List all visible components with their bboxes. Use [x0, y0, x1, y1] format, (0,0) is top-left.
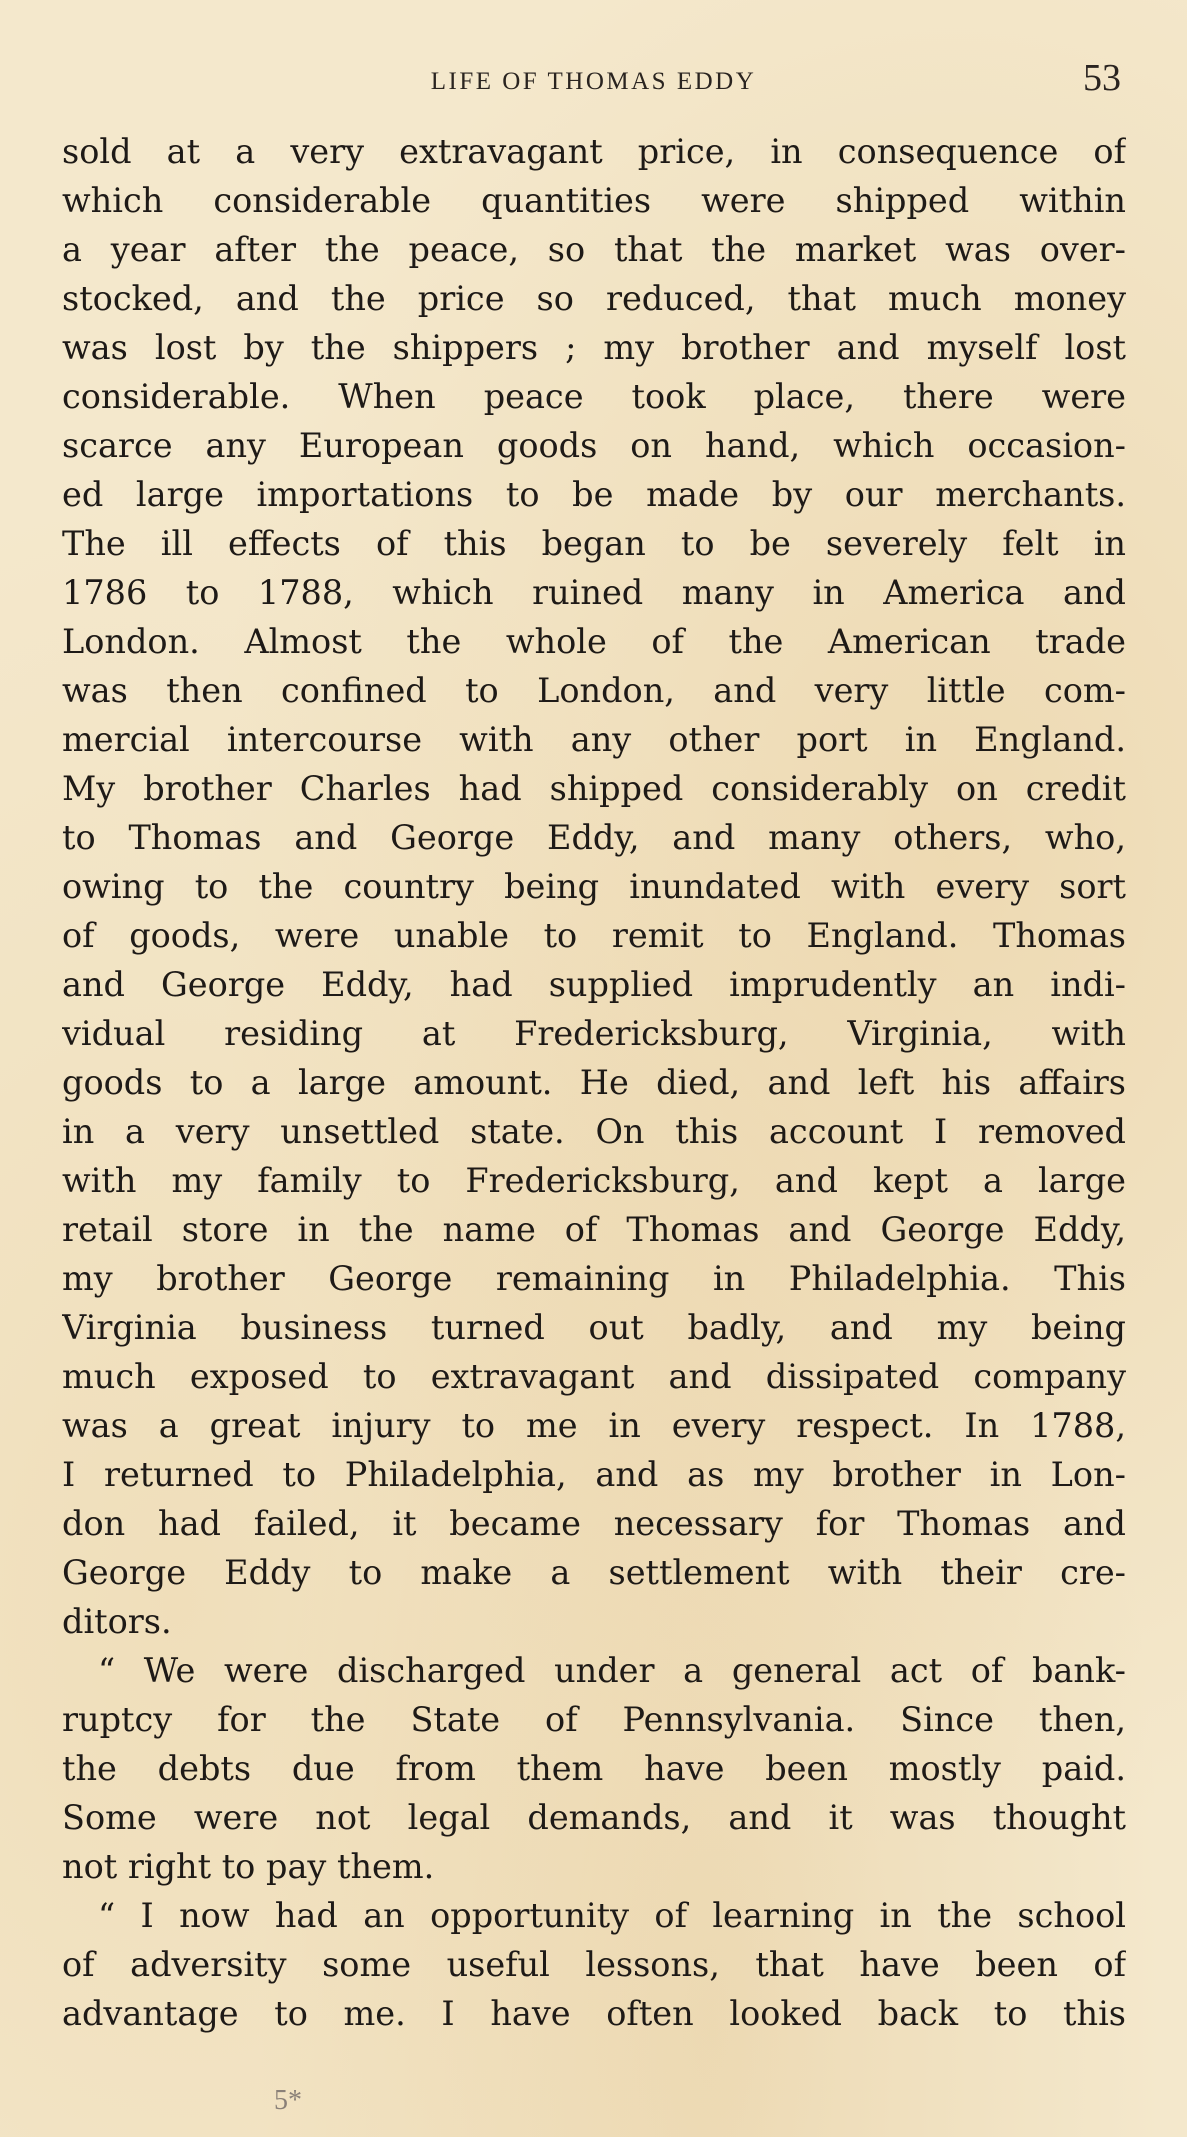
text-line: goods to a large amount. He died, and left his affairs: [62, 1063, 1126, 1102]
text-line: sold at a very extravagant price, in consequence of: [62, 132, 1126, 171]
signature-mark: 5*: [274, 2085, 302, 2116]
text-line: of goods, were unable to remit to England. Thomas: [62, 916, 1126, 955]
paragraph-end-line: not right to pay them.: [62, 1847, 435, 1886]
text-line: George Eddy to make a settlement with their cre-: [62, 1553, 1126, 1592]
text-line: of adversity some useful lessons, that have been of: [62, 1945, 1126, 1984]
paragraph-start-line: “ I now had an opportunity of learning in the school: [98, 1896, 1126, 1935]
paragraph-end-line: ditors.: [62, 1602, 172, 1641]
page-number: 53: [1083, 57, 1121, 99]
text-line: stocked, and the price so reduced, that much money: [62, 279, 1126, 318]
text-line: a year after the peace, so that the market was over-: [62, 230, 1126, 269]
text-line: was a great injury to me in every respect. In 1788,: [62, 1406, 1126, 1445]
text-line: which considerable quantities were shipped within: [62, 181, 1126, 220]
text-line: owing to the country being inundated with every sort: [62, 867, 1126, 906]
text-line: Some were not legal demands, and it was thought: [62, 1798, 1126, 1837]
text-line: vidual residing at Fredericksburg, Virginia, with: [62, 1014, 1126, 1053]
text-line: mercial intercourse with any other port in England.: [62, 720, 1126, 759]
text-line: My brother Charles had shipped considerably on credit: [62, 769, 1126, 808]
text-line: much exposed to extravagant and dissipated company: [62, 1357, 1126, 1396]
text-line: was then confined to London, and very little com-: [62, 671, 1126, 710]
text-line: considerable. When peace took place, there were: [62, 377, 1126, 416]
running-title: LIFE OF THOMAS EDDY: [430, 68, 757, 95]
text-line: with my family to Fredericksburg, and kept a large: [62, 1161, 1126, 1200]
text-line: to Thomas and George Eddy, and many others, who,: [62, 818, 1126, 857]
text-line: scarce any European goods on hand, which occasion-: [62, 426, 1126, 465]
text-line: London. Almost the whole of the American trade: [62, 622, 1126, 661]
text-line: in a very unsettled state. On this account I removed: [62, 1112, 1126, 1151]
body-text: [62, 127, 1126, 2038]
text-line: Virginia business turned out badly, and my being: [62, 1308, 1126, 1347]
paragraph-start-line: “ We were discharged under a general act of bank-: [98, 1651, 1126, 1690]
text-line: the debts due from them have been mostly paid.: [62, 1749, 1126, 1788]
text-line: retail store in the name of Thomas and George Eddy,: [62, 1210, 1126, 1249]
text-line: ruptcy for the State of Pennsylvania. Since then,: [62, 1700, 1126, 1739]
text-line: I returned to Philadelphia, and as my brother in Lon-: [62, 1455, 1126, 1494]
text-line: ed large importations to be made by our merchants.: [62, 475, 1126, 514]
text-line: advantage to me. I have often looked back to this: [62, 1994, 1126, 2033]
text-line: don had failed, it became necessary for Thomas and: [62, 1504, 1126, 1543]
text-line: 1786 to 1788, which ruined many in America and: [62, 573, 1126, 612]
text-line: my brother George remaining in Philadelphia. This: [62, 1259, 1126, 1298]
text-line: The ill effects of this began to be severely felt in: [62, 524, 1126, 563]
text-line: and George Eddy, had supplied imprudently an indi-: [62, 965, 1126, 1004]
text-line: was lost by the shippers ; my brother and myself lost: [62, 328, 1126, 367]
running-head: [0, 57, 1187, 102]
